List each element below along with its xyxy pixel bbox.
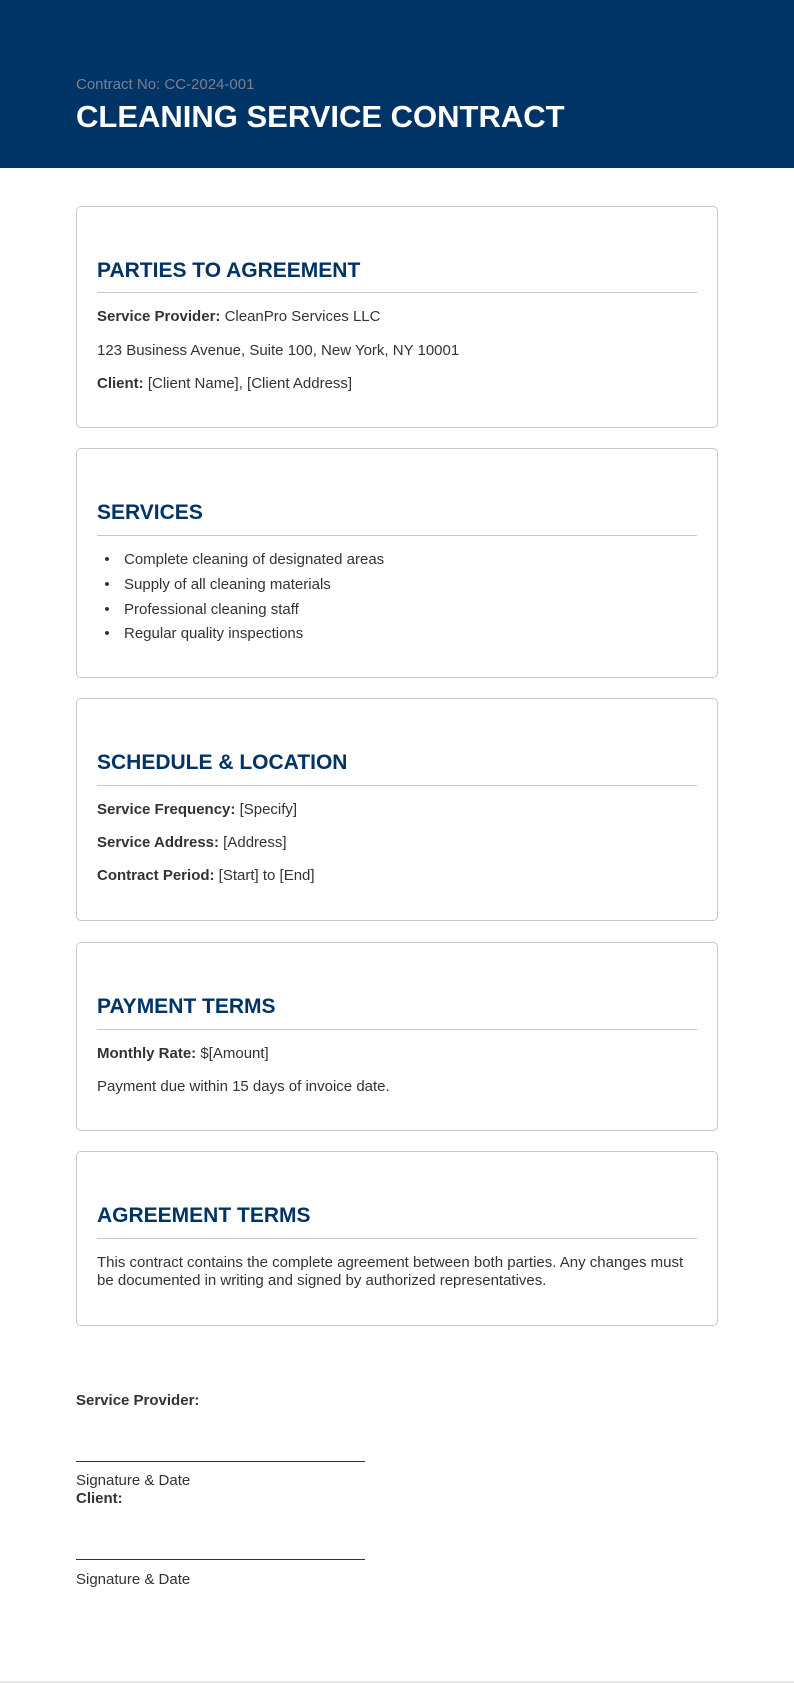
section-divider: [97, 1029, 697, 1030]
section-heading: SCHEDULE & LOCATION: [97, 751, 348, 774]
contract-period-value: [Start] to [End]: [214, 867, 315, 884]
client-signature-caption: Signature & Date: [76, 1571, 191, 1588]
service-item: • Complete cleaning of designated areas: [124, 551, 384, 568]
agreement-section: [76, 1151, 718, 1326]
provider-signature-caption: Signature & Date: [76, 1472, 191, 1489]
client-value: [Client Name], [Client Address]: [143, 375, 353, 392]
agreement-text: This contract contains the complete agreement between both parties. Any changes must be documented in writing and signed by authorized representatives.: [97, 1254, 684, 1289]
contract-header: [0, 0, 794, 168]
service-item: • Regular quality inspections: [124, 625, 303, 642]
client-signature-label: Client:: [76, 1490, 123, 1507]
monthly-rate-line: [97, 1045, 697, 1063]
section-divider: [97, 1238, 697, 1239]
service-address-line: [97, 834, 697, 852]
services-section: [76, 448, 718, 678]
service-frequency-label: Service Frequency:: [97, 801, 236, 818]
schedule-section: [76, 698, 718, 921]
section-divider: [97, 292, 697, 293]
service-provider-label: Service Provider:: [97, 308, 221, 325]
client-line: [97, 375, 697, 393]
section-heading: PAYMENT TERMS: [97, 995, 276, 1018]
service-frequency-value: [Specify]: [235, 801, 298, 818]
contract-number: Contract No: CC-2024-001: [76, 76, 255, 93]
provider-address: 123 Business Avenue, Suite 100, New York, NY 10001: [97, 342, 460, 359]
service-item: • Supply of all cleaning materials: [124, 576, 331, 593]
section-heading: AGREEMENT TERMS: [97, 1204, 311, 1227]
section-divider: [97, 785, 697, 786]
service-item: • Professional cleaning staff: [124, 601, 299, 618]
payment-section: [76, 942, 718, 1131]
service-frequency-line: [97, 801, 697, 819]
client-signature-line[interactable]: [76, 1559, 365, 1560]
payment-due-text: Payment due within 15 days of invoice date.: [97, 1078, 390, 1095]
service-provider-value: CleanPro Services LLC: [220, 308, 381, 325]
section-heading: PARTIES TO AGREEMENT: [97, 259, 361, 282]
parties-section: [76, 206, 718, 428]
provider-signature-line[interactable]: [76, 1461, 365, 1462]
monthly-rate-label: Monthly Rate:: [97, 1045, 197, 1062]
page-title: CLEANING SERVICE CONTRACT: [76, 99, 565, 134]
monthly-rate-value: $[Amount]: [196, 1045, 269, 1062]
contract-period-line: [97, 867, 697, 885]
contract-period-label: Contract Period:: [97, 867, 215, 884]
service-address-label: Service Address:: [97, 834, 220, 851]
provider-signature-label: Service Provider:: [76, 1392, 200, 1409]
section-heading: SERVICES: [97, 501, 203, 524]
section-divider: [97, 535, 697, 536]
service-provider-line: [97, 308, 697, 326]
client-label: Client:: [97, 375, 144, 392]
service-address-value: [Address]: [219, 834, 287, 851]
